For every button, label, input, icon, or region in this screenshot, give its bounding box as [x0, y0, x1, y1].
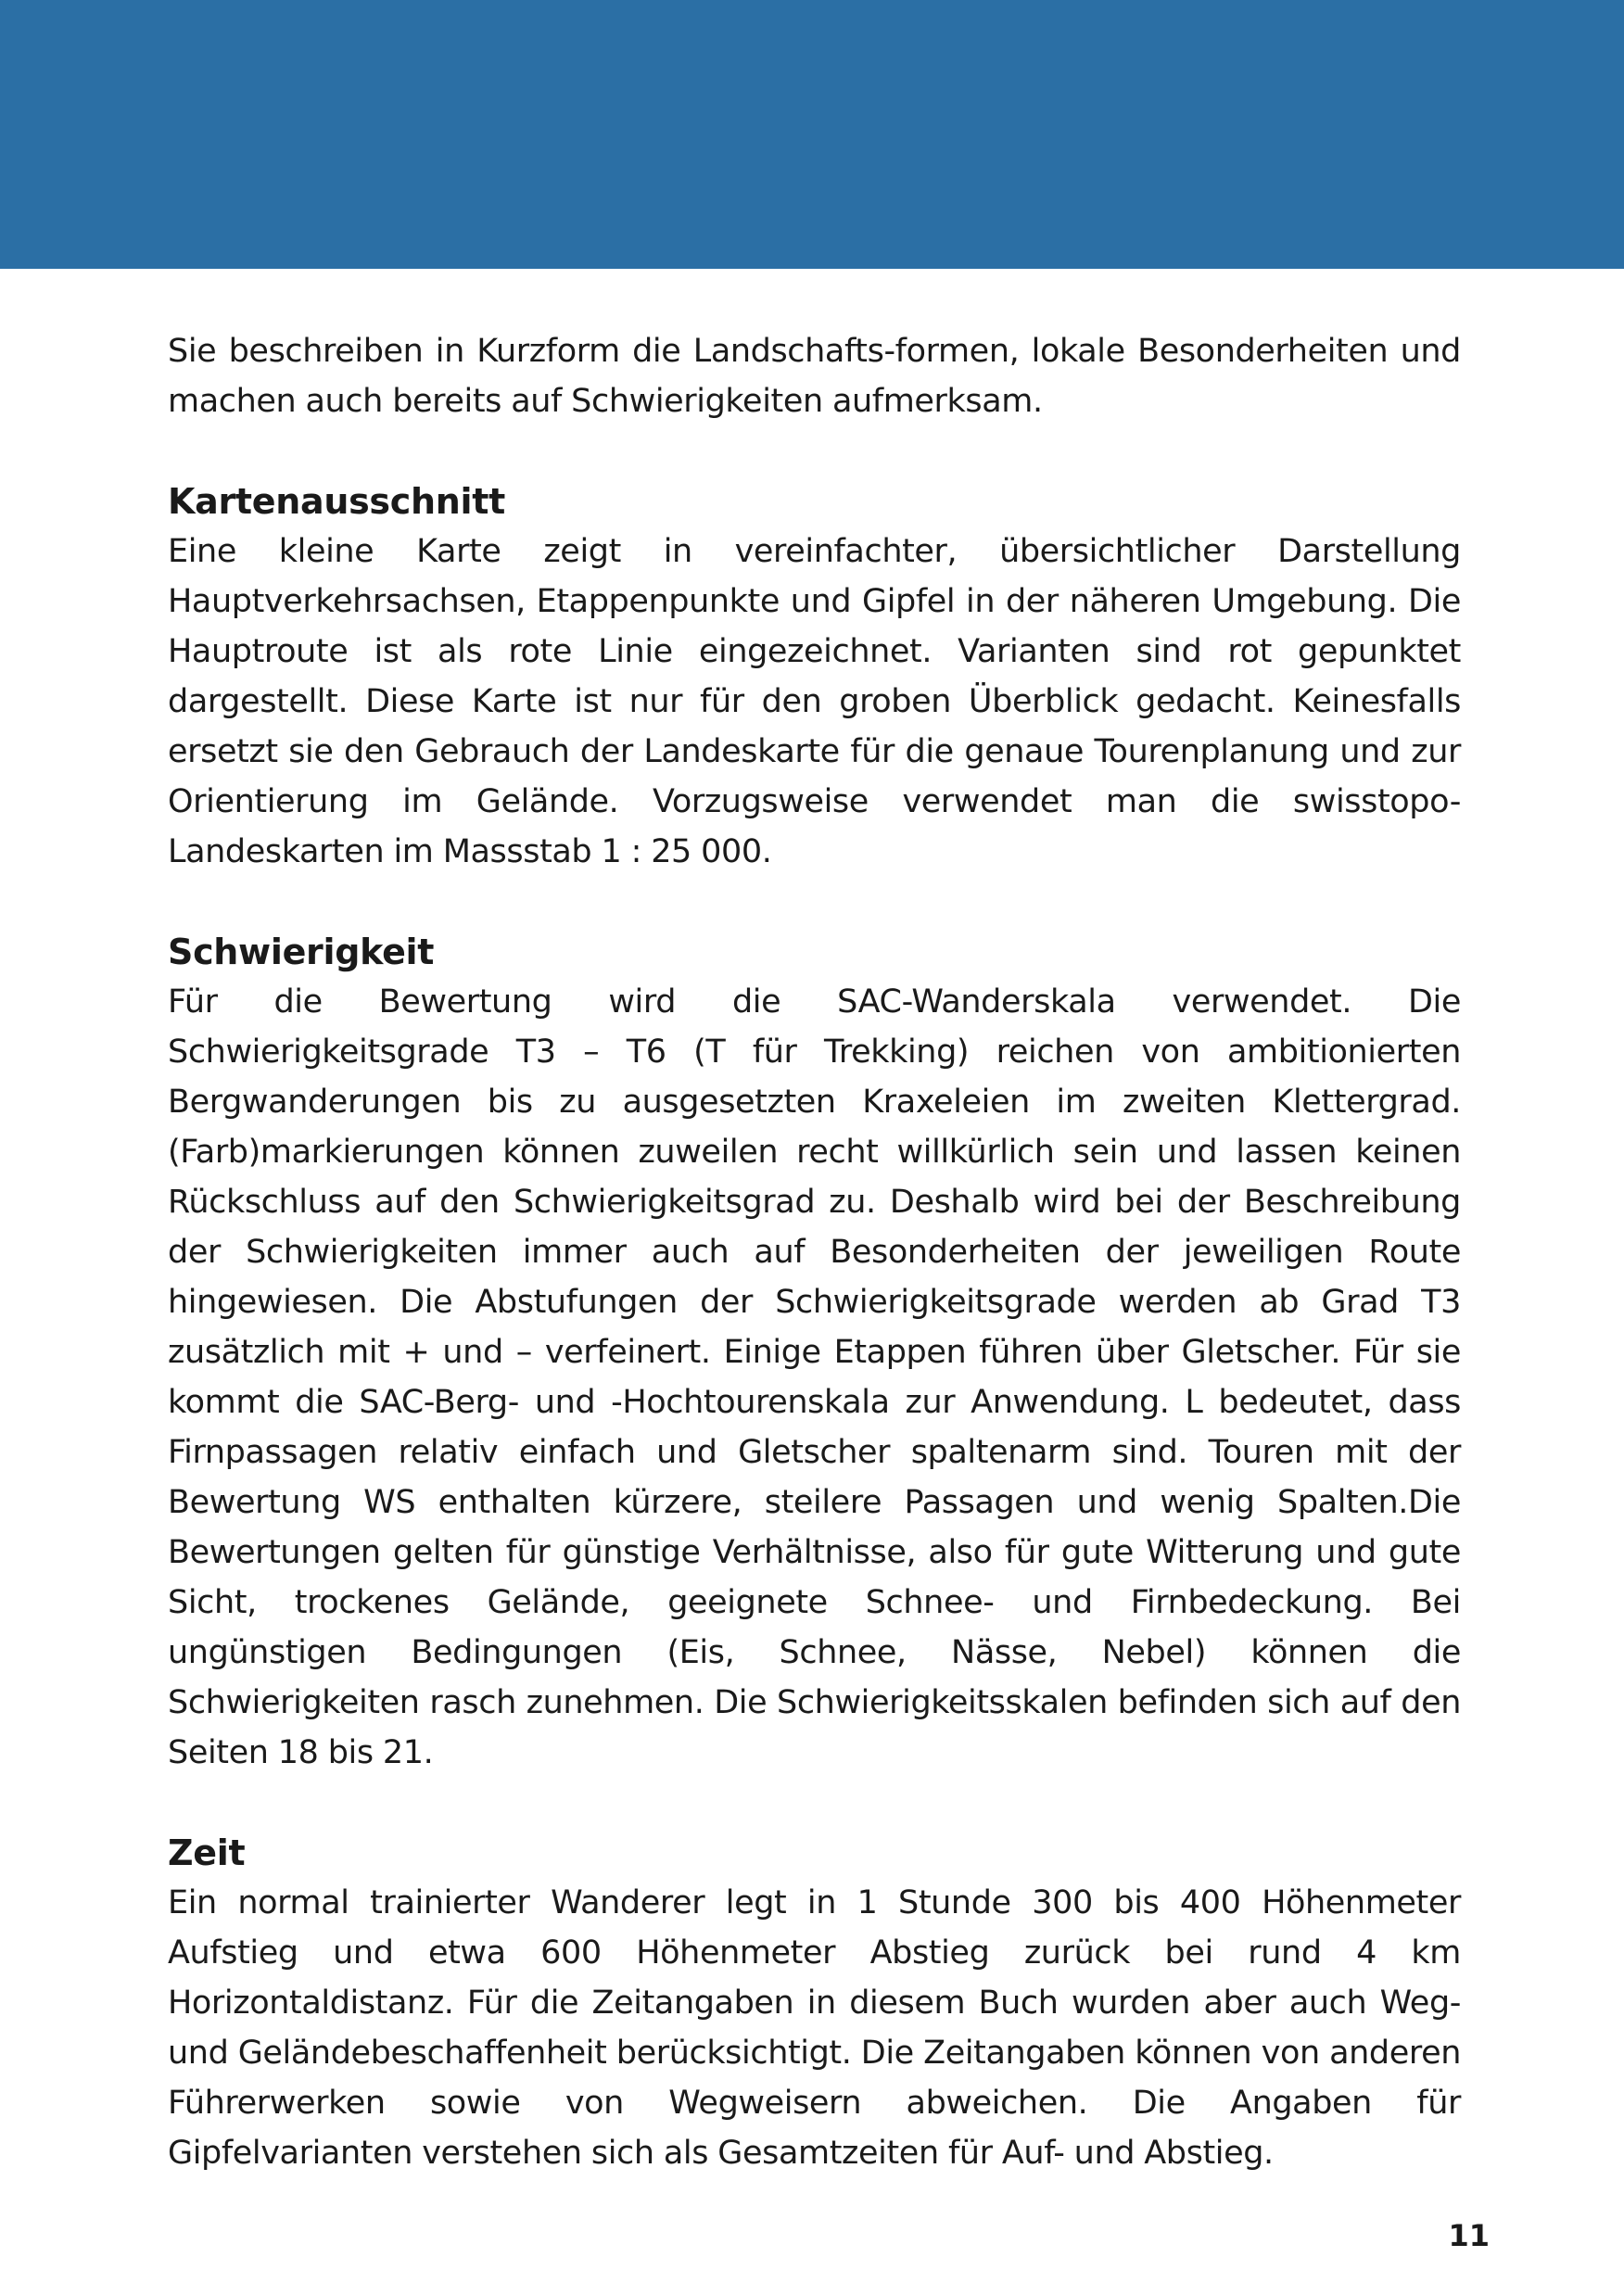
- heading-schwierigkeit: Schwierigkeit: [168, 932, 435, 972]
- paragraph-kartenausschnitt: Eine kleine Karte zeigt in vereinfachter, übersichtlicher Darstellung Hauptverkehrsachsen, Etappenpunkte und Gipfel in der näheren Umgebung. Die Hauptroute ist als rote Linie eingezeichnet. Varianten sind rot gepunktet dargestellt. Diese Karte ist nur für den groben Überblick gedacht. Keinesfalls ersetzt sie den Gebrauch der Landeskarte für die genaue Tourenplanung und zur Orientierung im Gelände. Vorzugsweise verwendet man die swisstopo-Landeskarten im Massstab 1 : 25 000.: [168, 533, 1461, 870]
- header-color-band: [0, 0, 1624, 269]
- page-number: 11: [1448, 2218, 1490, 2253]
- paragraph-zeit: Ein normal trainierter Wanderer legt in 1 Stunde 300 bis 400 Höhenmeter Aufstieg und etwa 600 Höhenmeter Abstieg zurück bei rund 4 km Horizontaldistanz. Für die Zeitangaben in diesem Buch wurden aber auch Weg- und Geländebeschaffenheit berücksichtigt. Die Zeitangaben können von anderen Führerwerken sowie von Wegweisern abweichen. Die Angaben für Gipfelvarianten verstehen sich als Gesamtzeiten für Auf- und Abstieg.: [168, 1884, 1461, 2172]
- heading-kartenausschnitt: Kartenausschnitt: [168, 481, 505, 522]
- page-content: [168, 326, 1461, 2178]
- heading-zeit: Zeit: [168, 1832, 246, 1873]
- section-kartenausschnitt: [168, 476, 1461, 877]
- section-schwierigkeit: [168, 927, 1461, 1778]
- paragraph-schwierigkeit: Für die Bewertung wird die SAC-Wanderskala verwendet. Die Schwierigkeitsgrade T3 – T6 (T für Trekking) reichen von ambitionierten Bergwanderungen bis zu ausgesetzten Kraxeleien im zweiten Klettergrad. (Farb)markierungen können zuweilen recht willkürlich sein und lassen keinen Rückschluss auf den Schwierigkeitsgrad zu. Deshalb wird bei der Beschreibung der Schwierigkeiten immer auch auf Besonderheiten der jeweiligen Route hingewiesen. Die Abstufungen der Schwierigkeitsgrade werden ab Grad T3 zusätzlich mit + und – verfeinert. Einige Etappen führen über Gletscher. Für sie kommt die SAC-Berg- und -Hochtourenskala zur Anwendung. L bedeutet, dass Firnpassagen relativ einfach und Gletscher spaltenarm sind. Touren mit der Bewertung WS enthalten kürzere, steilere Passagen und wenig Spalten.Die Bewertungen gelten für günstige Verhältnisse, also für gute Witterung und gute Sicht, trockenes Gelände, geeignete Schnee- und Firnbedeckung. Bei ungünstigen Bedingungen (Eis, Schnee, Nässe, Nebel) können die Schwierigkeiten rasch zunehmen. Die Schwierigkeitsskalen befinden sich auf den Seiten 18 bis 21.: [168, 983, 1461, 1771]
- section-zeit: [168, 1828, 1461, 2178]
- intro-paragraph: Sie beschreiben in Kurzform die Landschafts-formen, lokale Besonderheiten und machen auch bereits auf Schwierigkeiten aufmerksam.: [168, 333, 1461, 420]
